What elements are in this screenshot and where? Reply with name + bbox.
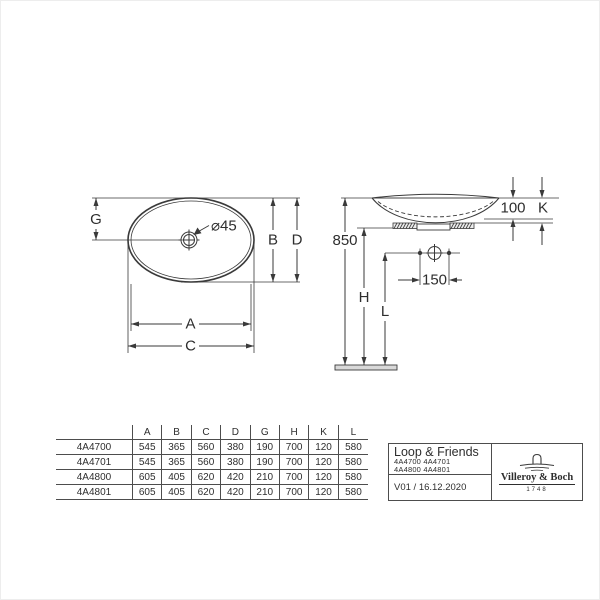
title-block (388, 443, 583, 501)
dimension-drawing (1, 1, 600, 600)
table-cell: 120 (309, 455, 338, 470)
dim-label-100: 100 (500, 199, 526, 217)
table-cell: 605 (133, 485, 162, 500)
dim-a (131, 315, 251, 333)
dim-label-k: K (537, 199, 549, 217)
table-header-cell: A (133, 425, 162, 440)
table-header-cell: L (339, 425, 368, 440)
table-cell: 190 (251, 455, 280, 470)
bowl-profile (372, 194, 499, 223)
model-codes-line2: 4A4800 4A4801 (394, 464, 451, 474)
table-cell: 120 (309, 485, 338, 500)
model-codes-line1: 4A4700 4A4701 (394, 457, 451, 466)
table-model-cell: 4A4800 (56, 470, 133, 485)
dim-label-a: A (185, 315, 196, 333)
dim-label-c: C (185, 337, 196, 355)
dim-label-h: H (358, 289, 370, 306)
dim-label-g: G (90, 211, 102, 228)
floor-line (335, 365, 397, 370)
table-header-cell: D (221, 425, 250, 440)
table-header-cell (56, 425, 133, 440)
drain-fitting (417, 224, 450, 230)
dim-k (538, 177, 548, 245)
table-cell: 700 (280, 470, 309, 485)
table-cell: 700 (280, 440, 309, 455)
table-cell: 365 (162, 455, 191, 470)
brand-cell (492, 444, 582, 500)
table-cell: 580 (339, 470, 368, 485)
dim-label-d: D (291, 231, 303, 249)
table-cell: 605 (133, 470, 162, 485)
table-model-cell: 4A4801 (56, 485, 133, 500)
table-cell: 210 (251, 470, 280, 485)
table-header-cell: G (251, 425, 280, 440)
dim-100 (500, 177, 525, 241)
dim-label-150: 150 (421, 271, 448, 289)
table-model-cell: 4A4700 (56, 440, 133, 455)
table-cell: 380 (221, 455, 250, 470)
table-cell: 545 (133, 455, 162, 470)
table-header-cell: C (192, 425, 221, 440)
table-cell: 365 (162, 440, 191, 455)
dim-850 (330, 198, 360, 365)
dim-g (88, 198, 104, 240)
table-cell: 560 (192, 440, 221, 455)
table-cell: 560 (192, 455, 221, 470)
dim-d (289, 198, 305, 282)
mounting-pads (393, 223, 474, 230)
table-header-cell: B (162, 425, 191, 440)
table-model-cell: 4A4701 (56, 455, 133, 470)
dim-150 (398, 258, 462, 289)
table-cell: 580 (339, 440, 368, 455)
brand-name: Villeroy & Boch (500, 472, 574, 484)
table-cell: 620 (192, 485, 221, 500)
table-cell: 700 (280, 455, 309, 470)
dimension-table (56, 425, 368, 500)
title-block-left (389, 444, 492, 500)
table-cell: 620 (192, 470, 221, 485)
version-cell (389, 475, 491, 500)
table-cell: 405 (162, 470, 191, 485)
version-text: V01 / 16.12.2020 (394, 482, 467, 493)
table-cell: 190 (251, 440, 280, 455)
table-cell: 120 (309, 470, 338, 485)
table-cell: 420 (221, 470, 250, 485)
dim-label-l: L (380, 303, 390, 320)
dim-l (377, 253, 393, 365)
table-cell: 700 (280, 485, 309, 500)
table-cell: 120 (309, 440, 338, 455)
dim-label-850: 850 (332, 232, 358, 249)
table-cell: 405 (162, 485, 191, 500)
table-cell: 420 (221, 485, 250, 500)
table-header-cell: H (280, 425, 309, 440)
top-view (88, 198, 305, 355)
dim-b (265, 198, 281, 282)
villeroy-boch-arch-icon (509, 451, 565, 473)
table-cell: 580 (339, 455, 368, 470)
table-cell: 545 (133, 440, 162, 455)
table-cell: 380 (221, 440, 250, 455)
table-cell: 580 (339, 485, 368, 500)
series-name: Loop & Friends (394, 445, 479, 459)
dim-label-b: B (267, 231, 279, 249)
brand-year: 1748 (526, 486, 548, 493)
dim-c (128, 337, 254, 355)
drain-diameter-label: ⌀45 (211, 217, 237, 235)
side-view (330, 177, 559, 370)
table-header-cell: K (309, 425, 338, 440)
series-cell (389, 444, 491, 475)
table-cell: 210 (251, 485, 280, 500)
